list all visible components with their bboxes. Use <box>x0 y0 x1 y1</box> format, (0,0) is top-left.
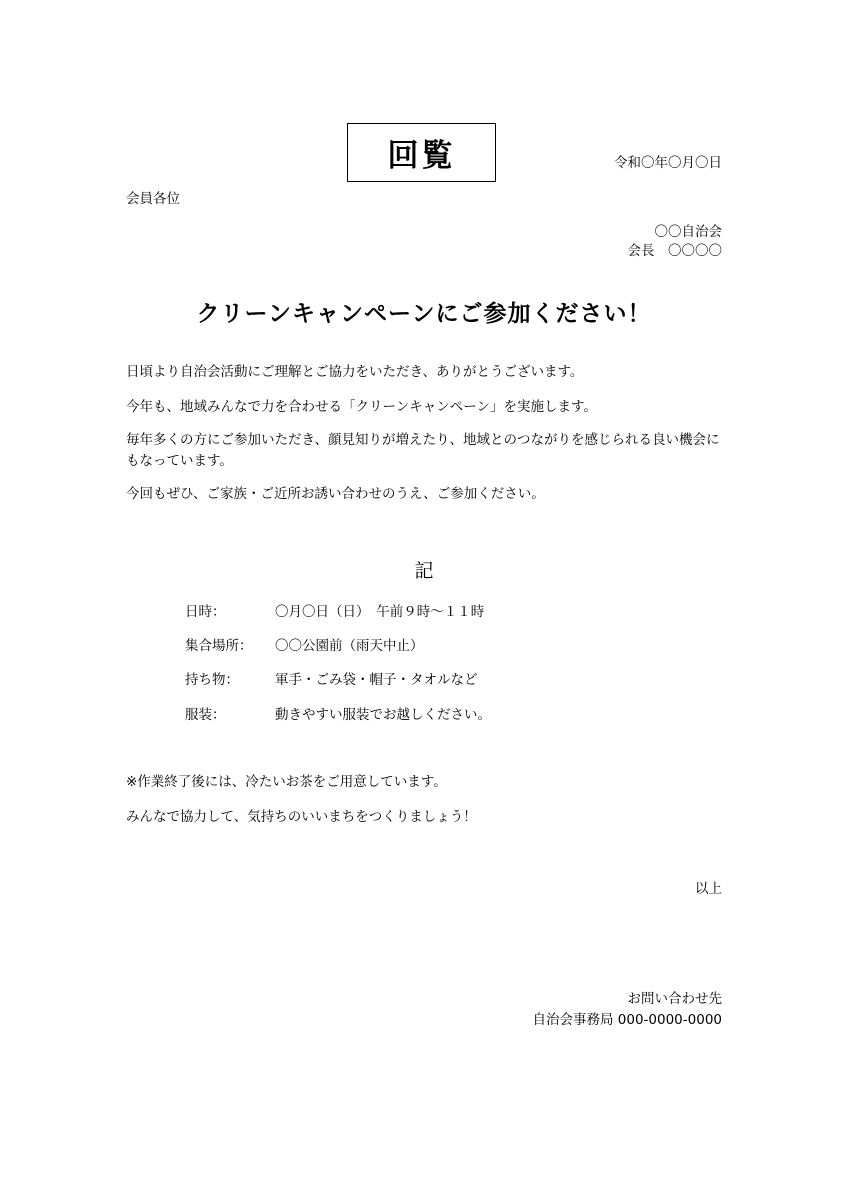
detail-value: 〇月〇日（日） 午前９時～１１時 <box>275 604 485 620</box>
ki-heading: 記 <box>414 560 434 582</box>
detail-value: 〇〇公園前（雨天中止） <box>275 638 424 654</box>
detail-value: 動きやすい服装でお越しください。 <box>275 707 491 723</box>
contact-title: お問い合わせ先 <box>627 991 722 1007</box>
closing-mark: 以上 <box>695 881 722 897</box>
detail-label: 持ち物： <box>185 672 239 688</box>
detail-value: 軍手・ごみ袋・帽子・タオルなど <box>275 672 478 688</box>
body-paragraph-3: 毎年多くの方にご参加いただき、顔見知りが増えたり、地域とのつながりを感じられる良い機会にもなっています。 <box>126 432 720 469</box>
president-name: 会長 〇〇〇〇 <box>627 243 722 259</box>
detail-label: 服装： <box>185 707 226 723</box>
kairan-stamp-box <box>347 123 496 182</box>
body-paragraph-1: 日頃より自治会活動にご理解とご協力をいただき、ありがとうございます。 <box>126 364 584 380</box>
detail-label: 集合場所： <box>185 638 253 654</box>
note-tea: ※作業終了後には、冷たいお茶をご用意しています。 <box>126 774 447 790</box>
body-paragraph-2: 今年も、地域みんなで力を合わせる「クリーンキャンペーン」を実施します。 <box>126 399 597 415</box>
addressee: 会員各位 <box>126 191 180 207</box>
note-cooperation: みんなで協力して、気持ちのいいまちをつくりましょう！ <box>126 809 477 825</box>
document-date: 令和〇年〇月〇日 <box>614 155 722 171</box>
body-paragraph-4: 今回もぜひ、ご家族・ご近所お誘い合わせのうえ、ご参加ください。 <box>126 486 545 502</box>
detail-label: 日時： <box>185 604 226 620</box>
organization-name: 〇〇自治会 <box>654 224 722 240</box>
document-headline: クリーンキャンペーンにご参加ください！ <box>196 301 652 327</box>
contact-phone: 自治会事務局 000-0000-0000 <box>532 1012 722 1028</box>
kairan-title: 回覧 <box>387 138 456 174</box>
